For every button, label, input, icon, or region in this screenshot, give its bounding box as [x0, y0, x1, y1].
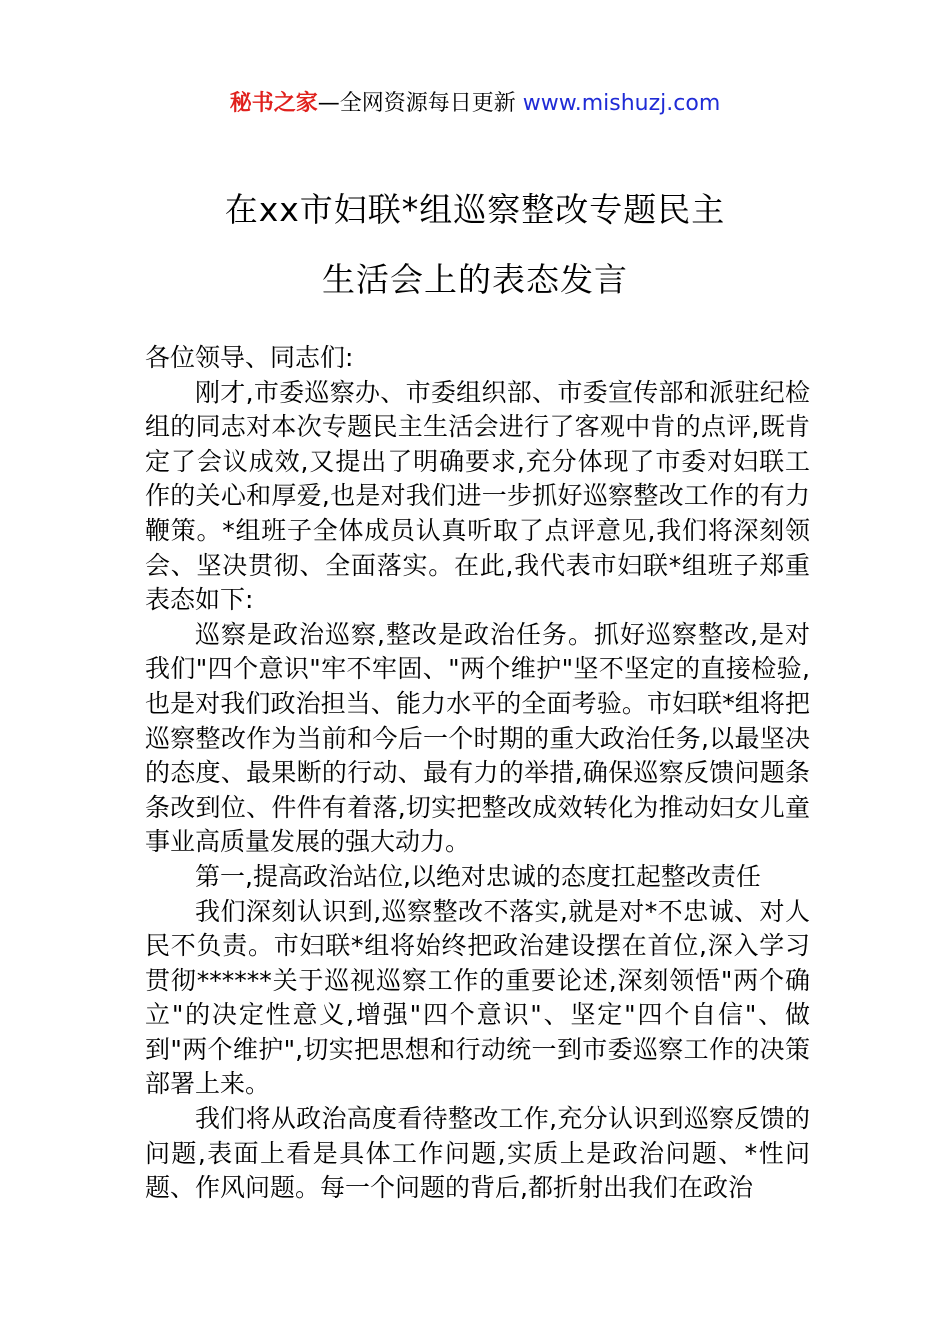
site-tagline: —全网资源每日更新 [317, 91, 516, 116]
document-body [145, 341, 810, 1206]
document-title-line-1: 在xx市妇联*组巡察整改专题民主 [224, 190, 726, 229]
site-url[interactable]: www.mishuzj.com [522, 91, 721, 116]
brand-name: 秘书之家 [229, 91, 318, 116]
paragraph: 刚才,市委巡察办、市委组织部、市委宣传部和派驻纪检组的同志对本次专题民主生活会进行了客观中肯的点评,既肯定了会议成效,又提出了明确要求,充分体现了市委对妇联工作的关心和厚爱,也是对我们进一步抓好巡察整改工作的有力鞭策。*组班子全体成员认真听取了点评意见,我们将深刻领会、坚决贯彻、全面落实。在此,我代表市妇联*组班子郑重表态如下: [145, 377, 810, 615]
paragraph: 我们深刻认识到,巡察整改不落实,就是对*不忠诚、对人民不负责。市妇联*组将始终把政治建设摆在首位,深入学习贯彻******关于巡视巡察工作的重要论述,深刻领悟"两个确立"的决定性意义,增强"四个意识"、坚定"四个自信"、做到"两个维护",切实把思想和行动统一到市委巡察工作的决策部署上来。 [145, 896, 810, 1099]
section-heading: 第一,提高政治站位,以绝对忠诚的态度扛起整改责任 [195, 861, 761, 891]
document-title-line-2: 生活会上的表态发言 [322, 260, 628, 299]
salutation: 各位领导、同志们: [145, 343, 354, 372]
site-header [0, 88, 950, 120]
paragraph: 巡察是政治巡察,整改是政治任务。抓好巡察整改,是对我们"四个意识"牢不牢固、"两个维护"坚不坚定的直接检验,也是对我们政治担当、能力水平的全面考验。市妇联*组将把巡察整改作为当前和今后一个时期的重大政治任务,以最坚决的态度、最果断的行动、最有力的举措,确保巡察反馈问题条条改到位、件件有着落,切实把整改成效转化为推动妇女儿童事业高质量发展的强大动力。 [145, 619, 810, 857]
paragraph: 我们将从政治高度看待整改工作,充分认识到巡察反馈的问题,表面上看是具体工作问题,实质上是政治问题、*性问题、作风问题。每一个问题的背后,都折射出我们在政治 [145, 1104, 810, 1203]
